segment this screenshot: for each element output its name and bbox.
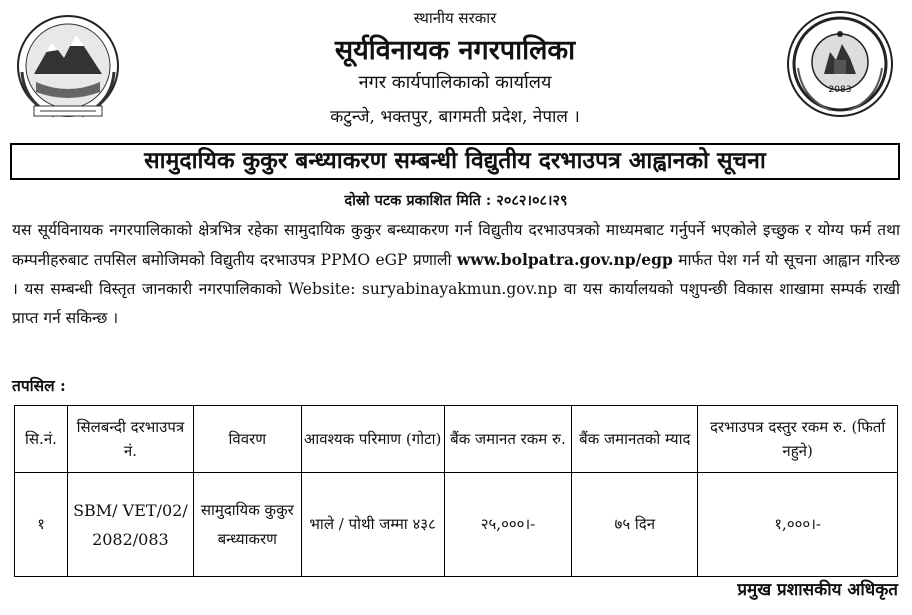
egp-url[interactable]: www.bolpatra.gov.np/egp xyxy=(456,250,673,269)
body-part-1: यस सूर्यविनायक नगरपालिकाको क्षेत्रभित्र रहेका सामुदायिक कुकुर बन्ध्याकरण गर्न विद्युतीय दरभाउपत्रको माध्यमबाट गर्नुपर्ने भएकोले इच्छुक र योग्य फर्म तथा कम्पनीहरुबाट तपसिल बमोजिमको विद्युतीय दरभाउपत्र PPMO eGP प्रणाली xyxy=(12,221,900,269)
letterhead xyxy=(0,0,912,140)
cell-bank-guarantee: २५,०००।- xyxy=(444,473,572,577)
table-row xyxy=(15,473,898,577)
seal-year: 2083 xyxy=(828,85,852,95)
col-header-fee: दरभाउपत्र दस्तुर रकम रु. (फिर्ता नहुने) xyxy=(698,406,898,473)
cell-fee: १,०००।- xyxy=(698,473,898,577)
publication-date: दोस्रो पटक प्रकाशित मिति : २०८२।०८।२९ xyxy=(344,192,568,209)
col-header-validity: बैंक जमानतको म्याद xyxy=(572,406,698,473)
cell-validity: ७५ दिन xyxy=(572,473,698,577)
bid-table xyxy=(14,405,898,577)
municipality-name: सूर्यविनायक नगरपालिका xyxy=(334,35,576,66)
tapasil-label: तपसिल : xyxy=(12,376,66,395)
local-government-label: स्थानीय सरकार xyxy=(413,9,497,27)
col-header-bid-no: सिलबन्दी दरभाउपत्र नं. xyxy=(67,406,193,473)
municipality-seal-icon xyxy=(784,8,896,120)
table-header-row xyxy=(15,406,898,473)
cell-sn: १ xyxy=(15,473,68,577)
cell-quantity: भाले / पोथी जम्मा ४३८ xyxy=(301,473,444,577)
cell-description: सामुदायिक कुकुर बन्ध्याकरण xyxy=(193,473,301,577)
nepal-government-emblem-icon xyxy=(14,12,122,120)
notice-body xyxy=(12,216,900,333)
office-address: कटुन्जे, भक्तपुर, बागमती प्रदेश, नेपाल । xyxy=(330,107,580,127)
notice-title: सामुदायिक कुकुर बन्ध्याकरण सम्बन्धी विद्युतीय दरभाउपत्र आह्वानको सूचना xyxy=(10,143,900,180)
cell-bid-no: SBM/ VET/02/ 2082/083 xyxy=(67,473,193,577)
col-header-sn: सि.नं. xyxy=(15,406,68,473)
col-header-quantity: आवश्यक परिमाण (गोटा) xyxy=(301,406,444,473)
col-header-bank-guarantee: बैंक जमानत रकम रु. xyxy=(444,406,572,473)
office-name: नगर कार्यपालिकाको कार्यालय xyxy=(358,72,552,93)
body-part-2: मार्फत पेश गर्न यो सूचना आह्वान गरिन्छ । यस सम्बन्धी विस्तृत जानकारी नगरपालिकाको Website: suryabinayakmun.gov.np वा यस कार्यालयको पशुपन्छी विकास शाखामा सम्पर्क राखी प्राप्त गर्न सकिन्छ । xyxy=(12,251,900,327)
col-header-description: विवरण xyxy=(193,406,301,473)
signatory-title: प्रमुख प्रशासकीय अधिकृत xyxy=(737,580,898,600)
